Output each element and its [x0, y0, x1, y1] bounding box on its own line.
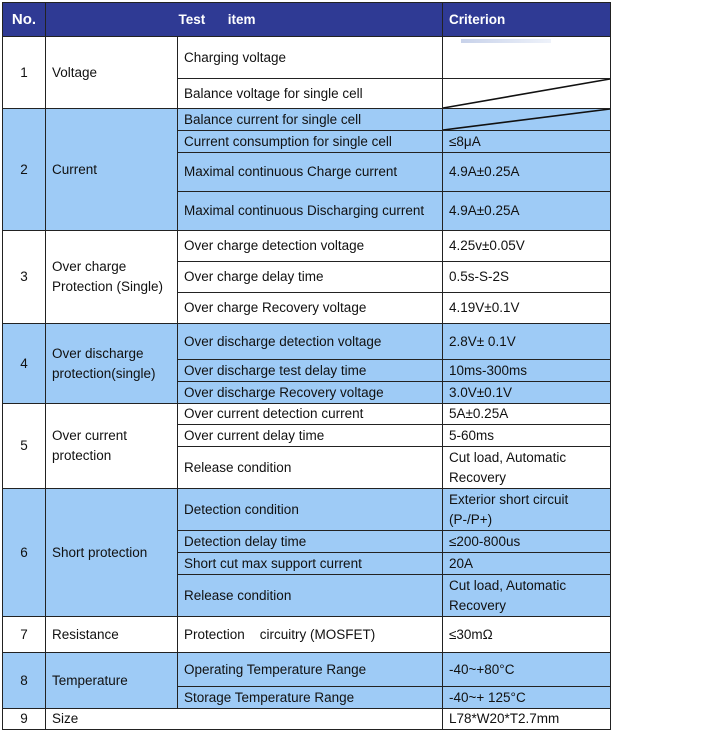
row-number: 2 — [3, 109, 46, 231]
header-no: No. — [3, 3, 46, 37]
test-item: Over discharge test delay time — [178, 360, 443, 382]
test-item: Over discharge detection voltage — [178, 324, 443, 360]
criterion-value: 5A±0.25A — [443, 404, 611, 425]
test-item: Protection circuitry (MOSFET) — [178, 617, 443, 653]
criterion-cell-strikethrough — [443, 109, 611, 131]
criterion-value: 4.9A±0.25A — [443, 153, 611, 192]
row-category: Short protection — [46, 489, 178, 617]
faded-mark — [461, 39, 551, 43]
criterion-value: 3.0V±0.1V — [443, 382, 611, 404]
table-row — [3, 709, 611, 730]
criterion-value: 0.5s-S-2S — [443, 262, 611, 293]
row-number: 7 — [3, 617, 46, 653]
test-item: Detection condition — [178, 489, 443, 531]
row-number: 4 — [3, 324, 46, 404]
row-number: 3 — [3, 231, 46, 324]
test-item: Balance voltage for single cell — [178, 79, 443, 109]
criterion-value: Cut load, Automatic Recovery — [443, 575, 611, 617]
test-item: Detection delay time — [178, 531, 443, 553]
row-category: Over charge Protection (Single) — [46, 231, 178, 324]
table-header — [3, 3, 611, 37]
table-row — [3, 617, 611, 653]
row-category: Over discharge protection(single) — [46, 324, 178, 404]
test-item: Over charge detection voltage — [178, 231, 443, 262]
test-item: Maximal continuous Charge current — [178, 153, 443, 192]
row-number: 9 — [3, 709, 46, 730]
test-item: Charging voltage — [178, 37, 443, 79]
row-category: Voltage — [46, 37, 178, 109]
row-category: Size — [46, 709, 443, 730]
criterion-value: 5-60ms — [443, 425, 611, 447]
criterion-value: ≤8μA — [443, 131, 611, 153]
row-number: 5 — [3, 404, 46, 489]
criterion-cell-strikethrough — [443, 79, 611, 109]
test-item: Release condition — [178, 447, 443, 489]
criterion-value: 4.25v±0.05V — [443, 231, 611, 262]
criterion-value: ≤200-800us — [443, 531, 611, 553]
table-row — [3, 231, 611, 262]
test-item: Over charge Recovery voltage — [178, 293, 443, 324]
criterion-value: -40~+ 125°C — [443, 687, 611, 709]
row-number: 1 — [3, 37, 46, 109]
criterion-cell — [443, 37, 611, 79]
criterion-value: -40~+80°C — [443, 653, 611, 687]
header-criterion: Criterion — [443, 3, 611, 37]
header-test-item: Test item — [46, 3, 443, 37]
criterion-value: 4.9A±0.25A — [443, 192, 611, 231]
test-item: Over current detection current — [178, 404, 443, 425]
test-item: Current consumption for single cell — [178, 131, 443, 153]
criterion-value: 10ms-300ms — [443, 360, 611, 382]
test-item: Storage Temperature Range — [178, 687, 443, 709]
test-item: Short cut max support current — [178, 553, 443, 575]
test-item: Operating Temperature Range — [178, 653, 443, 687]
row-category: Resistance — [46, 617, 178, 653]
table-row — [3, 404, 611, 425]
test-item: Release condition — [178, 575, 443, 617]
table-row — [3, 324, 611, 360]
test-item: Over discharge Recovery voltage — [178, 382, 443, 404]
criterion-value: 2.8V± 0.1V — [443, 324, 611, 360]
row-category: Temperature — [46, 653, 178, 709]
table-row — [3, 109, 611, 131]
table-row — [3, 489, 611, 531]
criterion-value: L78*W20*T2.7mm — [443, 709, 611, 730]
diagonal-line-icon — [443, 109, 610, 130]
table-row — [3, 653, 611, 687]
test-item: Over charge delay time — [178, 262, 443, 293]
row-category: Over current protection — [46, 404, 178, 489]
row-number: 8 — [3, 653, 46, 709]
criterion-value: ≤30mΩ — [443, 617, 611, 653]
test-item: Balance current for single cell — [178, 109, 443, 131]
diagonal-line-icon — [443, 79, 610, 108]
spec-table — [2, 2, 611, 730]
test-item: Maximal continuous Discharging current — [178, 192, 443, 231]
criterion-value: Cut load, Automatic Recovery — [443, 447, 611, 489]
row-category: Current — [46, 109, 178, 231]
criterion-value: 20A — [443, 553, 611, 575]
row-number: 6 — [3, 489, 46, 617]
criterion-value: 4.19V±0.1V — [443, 293, 611, 324]
criterion-value: Exterior short circuit (P-/P+) — [443, 489, 611, 531]
test-item: Over current delay time — [178, 425, 443, 447]
table-row — [3, 37, 611, 79]
